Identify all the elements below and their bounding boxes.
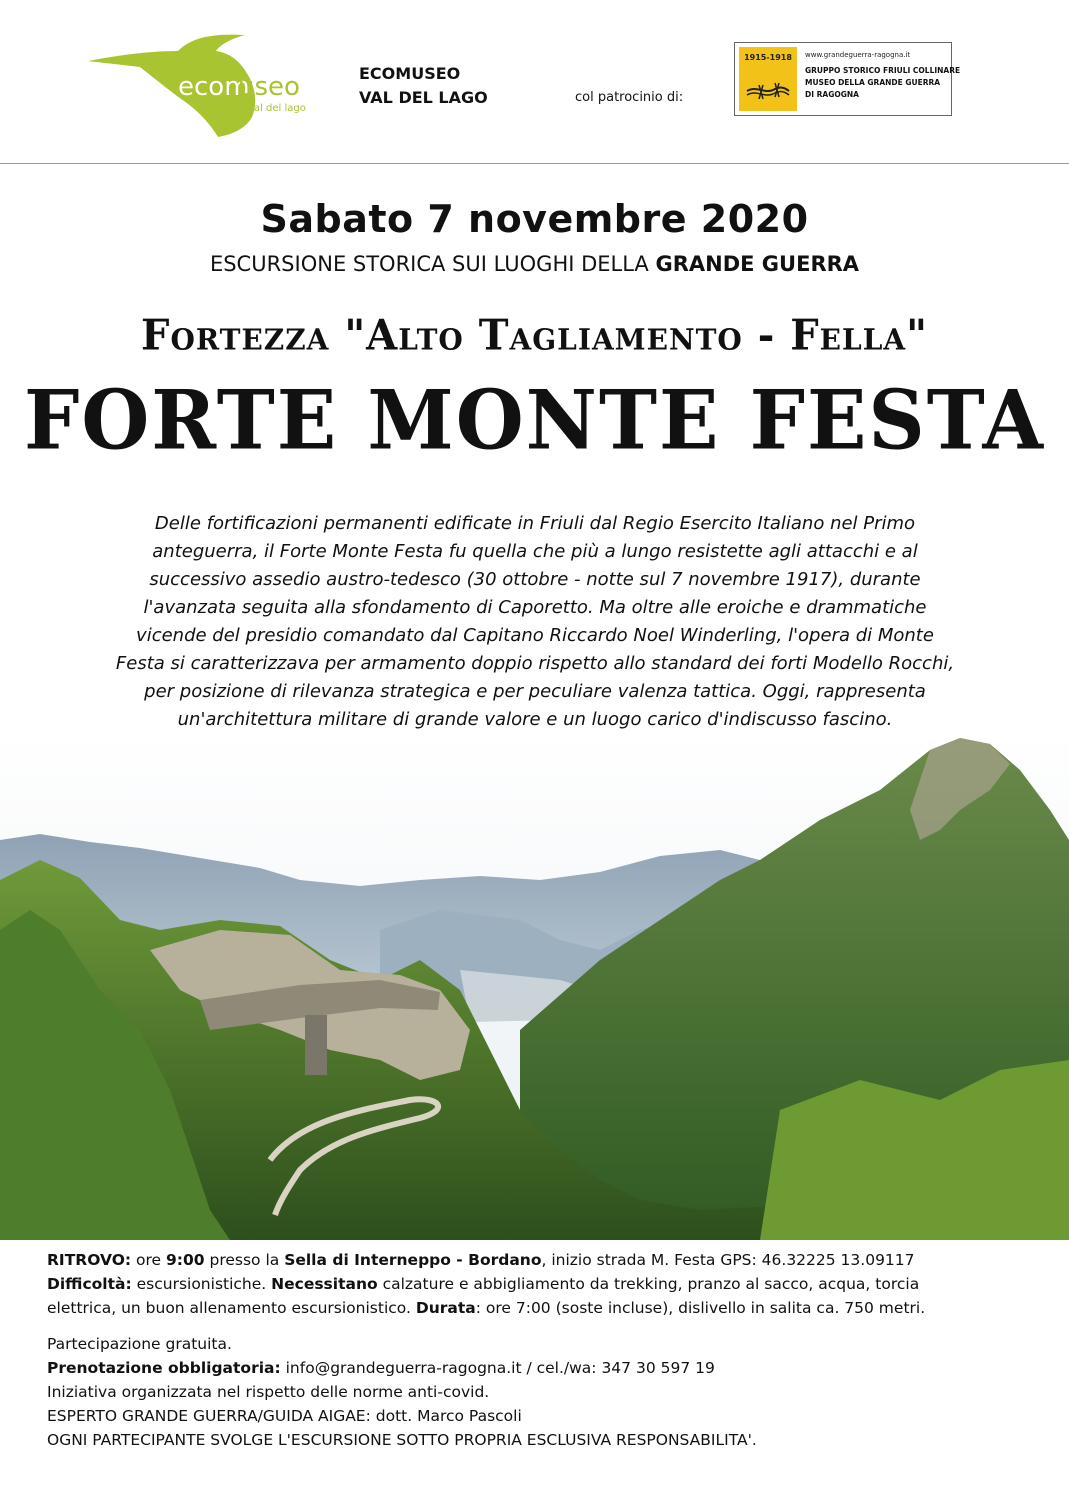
difficolta-label: Difficoltà: [47, 1275, 132, 1293]
spacer [47, 1320, 1047, 1332]
description-line: anteguerra, il Forte Monte Festa fu quella che più a lungo resistette agli attacchi e al [152, 541, 918, 562]
barbed-wire-icon [745, 69, 791, 109]
description-line: vicende del presidio comandato dal Capitano Riccardo Noel Winderling, l'opera di Monte [136, 625, 934, 646]
covid-note: Iniziativa organizzata nel rispetto delle norme anti-covid. [47, 1383, 490, 1401]
barbed-wire-badge [739, 47, 797, 111]
subtitle-plain: ESCURSIONE STORICA SUI LUOGHI DELLA [209, 252, 656, 276]
description-line: successivo assedio austro-tedesco (30 ottobre - notte sul 7 novembre 1917), durante [149, 569, 921, 590]
necessitano-text: calzature e abbigliamento da trekking, pranzo al sacco, acqua, torcia [377, 1275, 920, 1293]
main-title: FORTE MONTE FESTA [23, 372, 1046, 469]
durata-label: Durata [415, 1299, 476, 1317]
header-divider [0, 163, 1069, 164]
svg-text:ecom: ecom [178, 72, 250, 102]
description-line: per posizione di rilevanza strategica e per peculiare valenza tattica. Oggi, rappresenta [144, 681, 926, 702]
durata-line [47, 1296, 1047, 1320]
ecomuseo-name-line1: ECOMUSEO [359, 64, 461, 83]
badge-years: 1915-1918 [744, 53, 792, 62]
ritrovo-line [47, 1248, 1047, 1272]
description-line: un'architettura militare di grande valore e un luogo carico d'indiscusso fascino. [177, 709, 893, 730]
ecomuseo-name [359, 62, 488, 110]
ritrovo-label: RITROVO: [47, 1251, 132, 1269]
ritrovo-time: 9:00 [165, 1251, 205, 1269]
svg-text:useo: useo [238, 72, 300, 102]
museum-name-line2: MUSEO DELLA GRANDE GUERRA [805, 78, 941, 87]
free-participation: Partecipazione gratuita. [47, 1335, 232, 1353]
description-line: Festa si caratterizzava per armamento doppio rispetto allo standard dei forti Modello Rocchi, [115, 653, 955, 674]
patronage-label: col patrocinio di: [575, 90, 684, 105]
landscape-photo [0, 730, 1069, 1240]
equipment-text: elettrica, un buon allenamento escursionistico. [47, 1299, 416, 1317]
event-subtitle [0, 252, 1069, 276]
subtitle-bold: GRANDE GUERRA [655, 252, 860, 276]
description-line: Delle fortificazioni permanenti edificate in Friuli dal Regio Esercito Italiano nel Primo [154, 513, 916, 534]
header [0, 0, 1069, 165]
museum-name-line3: DI RAGOGNA [805, 90, 859, 99]
ritrovo-mid: presso la [204, 1251, 285, 1269]
description [60, 510, 1010, 734]
ecomuseo-name-line2: VAL DEL LAGO [359, 88, 488, 107]
difficolta-line [47, 1272, 1047, 1296]
grande-guerra-logo [734, 42, 961, 116]
guide-line: ESPERTO GRANDE GUERRA/GUIDA AIGAE: dott. Marco Pascoli [47, 1407, 522, 1425]
ritrovo-pre: ore [131, 1251, 166, 1269]
booking-label: Prenotazione obbligatoria: [47, 1359, 281, 1377]
fortress-title: Fortezza "Alto Tagliamento - Fella" [141, 310, 928, 361]
website-url: www.grandeguerra-ragogna.it [805, 51, 911, 59]
event-info [47, 1248, 1047, 1452]
ritrovo-post: , inizio strada M. Festa GPS: 46.32225 13.09117 [541, 1251, 915, 1269]
museum-name-line1: GRUPPO STORICO FRIULI COLLINARE [805, 66, 961, 75]
responsibility-line: OGNI PARTECIPANTE SVOLGE L'ESCURSIONE SOTTO PROPRIA ESCLUSIVA RESPONSABILITA'. [47, 1431, 757, 1449]
difficolta-text: escursionistiche. [131, 1275, 272, 1293]
svg-text:val del lago: val del lago [248, 103, 306, 114]
description-line: l'avanzata seguita alla sfondamento di Caporetto. Ma oltre alle eroiche e drammatiche [143, 597, 927, 618]
museum-name [805, 65, 961, 101]
event-date: Sabato 7 novembre 2020 [260, 197, 809, 241]
necessitano-label: Necessitano [271, 1275, 378, 1293]
booking-contact: info@grandeguerra-ragogna.it / cel./wa: 347 30 597 19 [280, 1359, 715, 1377]
booking-line [47, 1356, 1047, 1380]
ritrovo-place: Sella di Interneppo - Bordano [284, 1251, 542, 1269]
durata-text: : ore 7:00 (soste incluse), dislivello in salita ca. 750 metri. [475, 1299, 926, 1317]
ecomuseo-logo [80, 25, 340, 140]
